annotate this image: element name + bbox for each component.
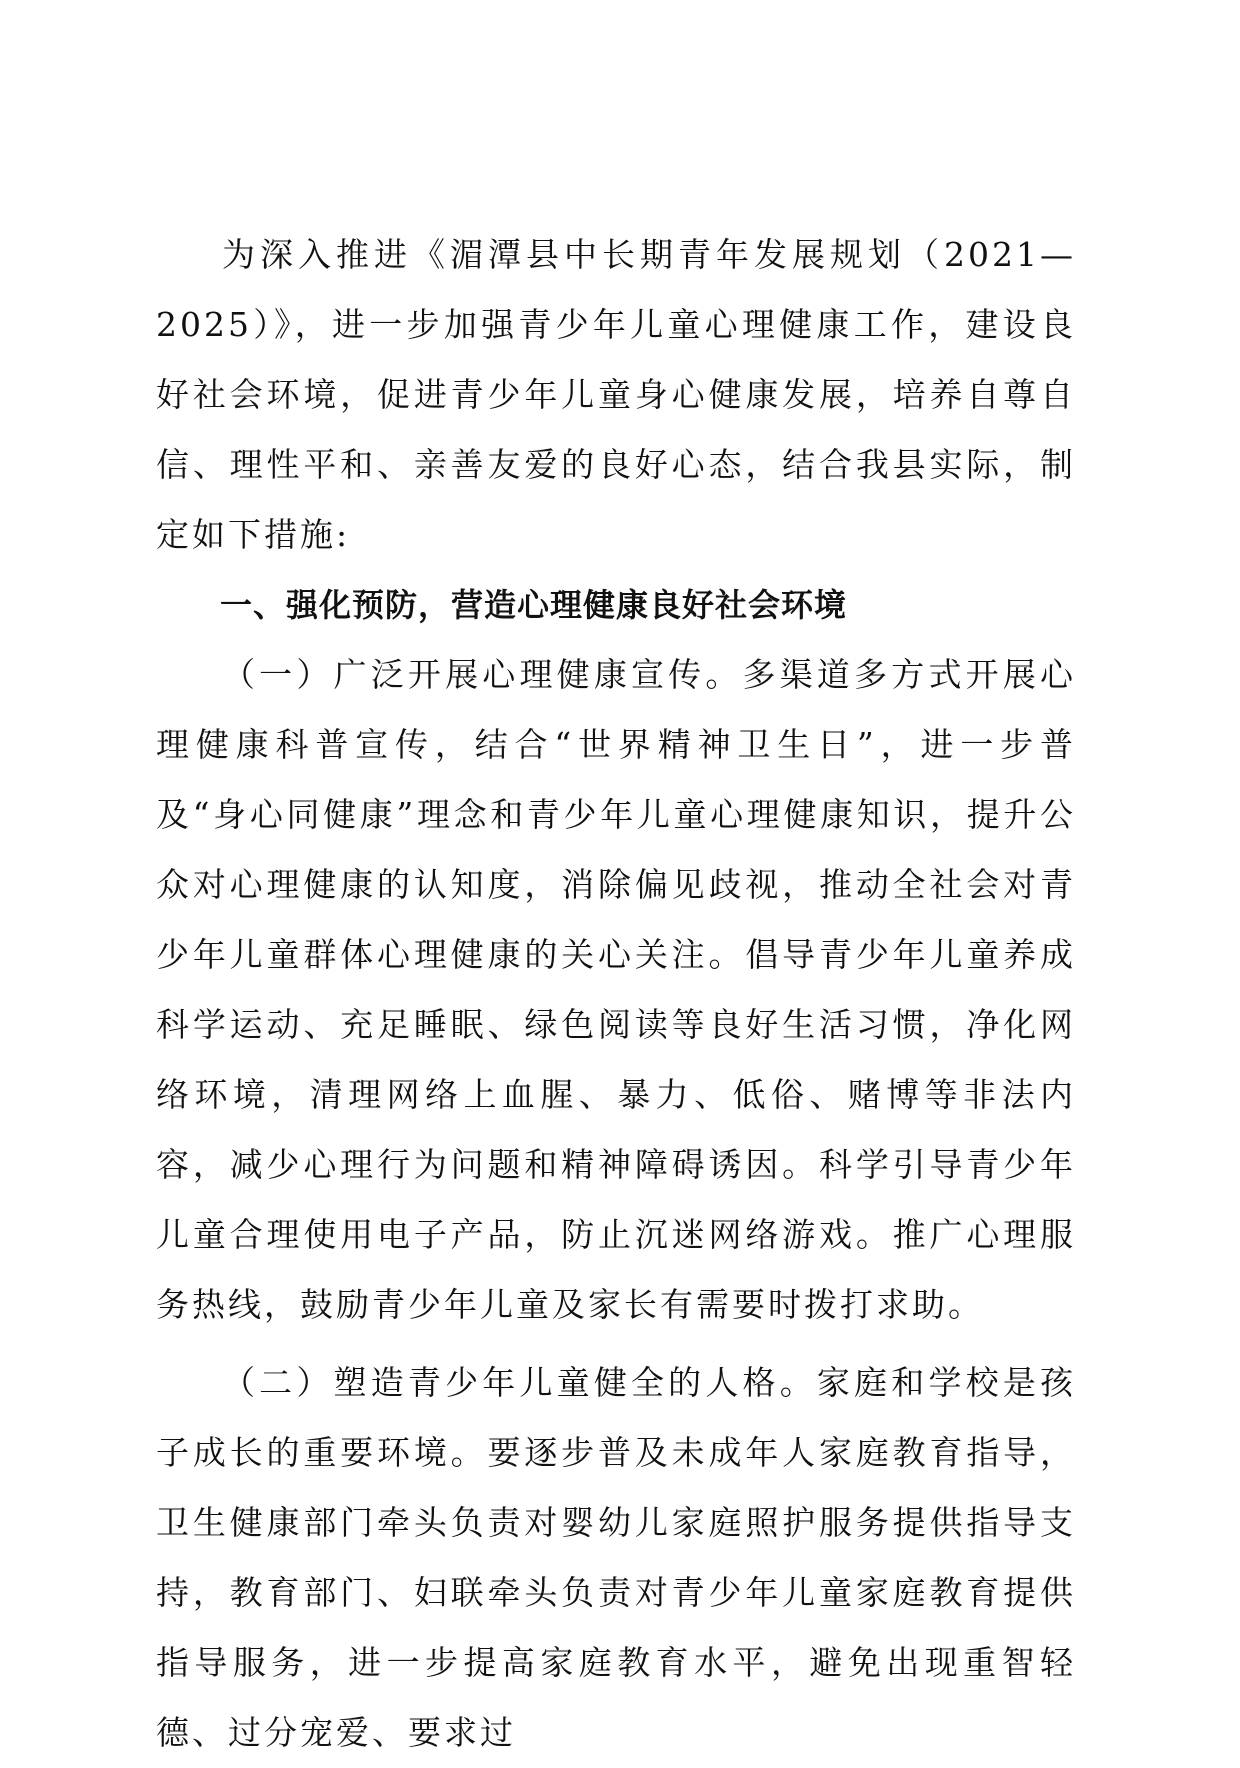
document-body (156, 220, 1076, 1768)
item-paragraph-2: （二）塑造青少年儿童健全的人格。家庭和学校是孩子成长的重要环境。要逐步普及未成年人家庭教育指导，卫生健康部门牵头负责对婴幼儿家庭照护服务提供指导支持，教育部门、妇联牵头负责对青少年儿童家庭教育提供指导服务，进一步提高家庭教育水平，避免出现重智轻德、过分宠爱、要求过 (156, 1363, 1076, 1752)
item-paragraph-1: （一）广泛开展心理健康宣传。多渠道多方式开展心理健康科普宣传，结合“世界精神卫生日”，进一步普及“身心同健康”理念和青少年儿童心理健康知识，提升公众对心理健康的认知度，消除偏见歧视，推动全社会对青少年儿童群体心理健康的关心关注。倡导青少年儿童养成科学运动、充足睡眠、绿色阅读等良好生活习惯，净化网络环境，清理网络上血腥、暴力、低俗、赌博等非法内容，减少心理行为问题和精神障碍诱因。科学引导青少年儿童合理使用电子产品，防止沉迷网络游戏。推广心理服务热线，鼓励青少年儿童及家长有需要时拨打求助。 (156, 655, 1076, 1324)
intro-paragraph: 为深入推进《湄潭县中长期青年发展规划（2021—2025）》，进一步加强青少年儿童心理健康工作，建设良好社会环境，促进青少年儿童身心健康发展，培养自尊自信、理性平和、亲善友爱的良好心态，结合我县实际，制定如下措施: (156, 235, 1076, 554)
section-heading: 一、强化预防，营造心理健康良好社会环境 (220, 586, 848, 624)
